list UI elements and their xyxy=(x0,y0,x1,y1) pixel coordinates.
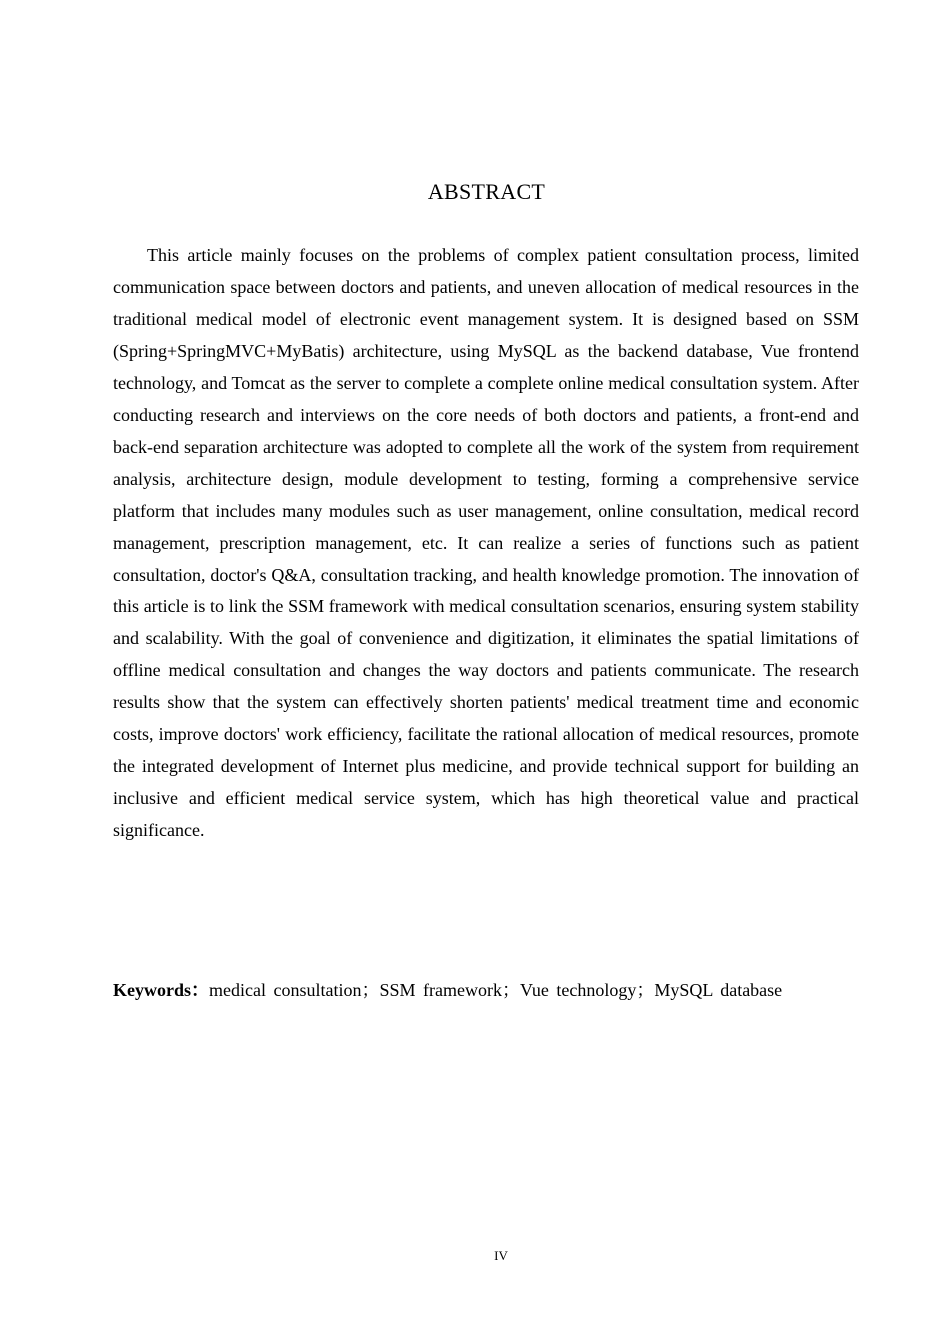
keyword-item: SSM framework xyxy=(379,980,502,1000)
keyword-item: Vue technology xyxy=(519,980,637,1000)
keywords-line xyxy=(113,974,873,1006)
abstract-title: ABSTRACT xyxy=(427,179,546,204)
page-number: IV xyxy=(494,1248,508,1263)
keyword-item: medical consultation xyxy=(209,980,362,1000)
keyword-separator: ； xyxy=(636,980,655,1000)
keyword-separator: ； xyxy=(501,980,520,1000)
keyword-item: MySQL database xyxy=(654,980,783,1000)
keyword-separator: ； xyxy=(361,980,380,1000)
abstract-body: This article mainly focuses on the problems of complex patient consultation process, limited communication space between doctors and patients, and uneven allocation of medical resources in the traditional medical model of electronic event management system. It is designed based on SSM (Spring+SpringMVC+MyBatis) architecture, using MySQL as the backend database, Vue frontend technology, and Tomcat as the server to complete a complete online medical consultation system. After conducting research and interviews on the core needs of both doctors and patients, a front-end and back-end separation architecture was adopted to complete all the work of the system from requirement analysis, architecture design, module development to testing, forming a comprehensive service platform that includes many modules such as user management, online consultation, medical record management, prescription management, etc. It can realize a series of functions such as patient consultation, doctor's Q&A, consultation tracking, and health knowledge promotion. The innovation of this article is to link the SSM framework with medical consultation scenarios, ensuring system stability and scalability. With the goal of convenience and digitization, it eliminates the spatial limitations of offline medical consultation and changes the way doctors and patients communicate. The research results show that the system can effectively shorten patients' medical treatment time and economic costs, improve doctors' work efficiency, facilitate the rational allocation of medical resources, promote the integrated development of Internet plus medicine, and provide technical support for building an inclusive and efficient medical service system, which has high theoretical value and practical significance. xyxy=(113,245,859,841)
keywords-label: Keywords： xyxy=(113,980,209,1000)
